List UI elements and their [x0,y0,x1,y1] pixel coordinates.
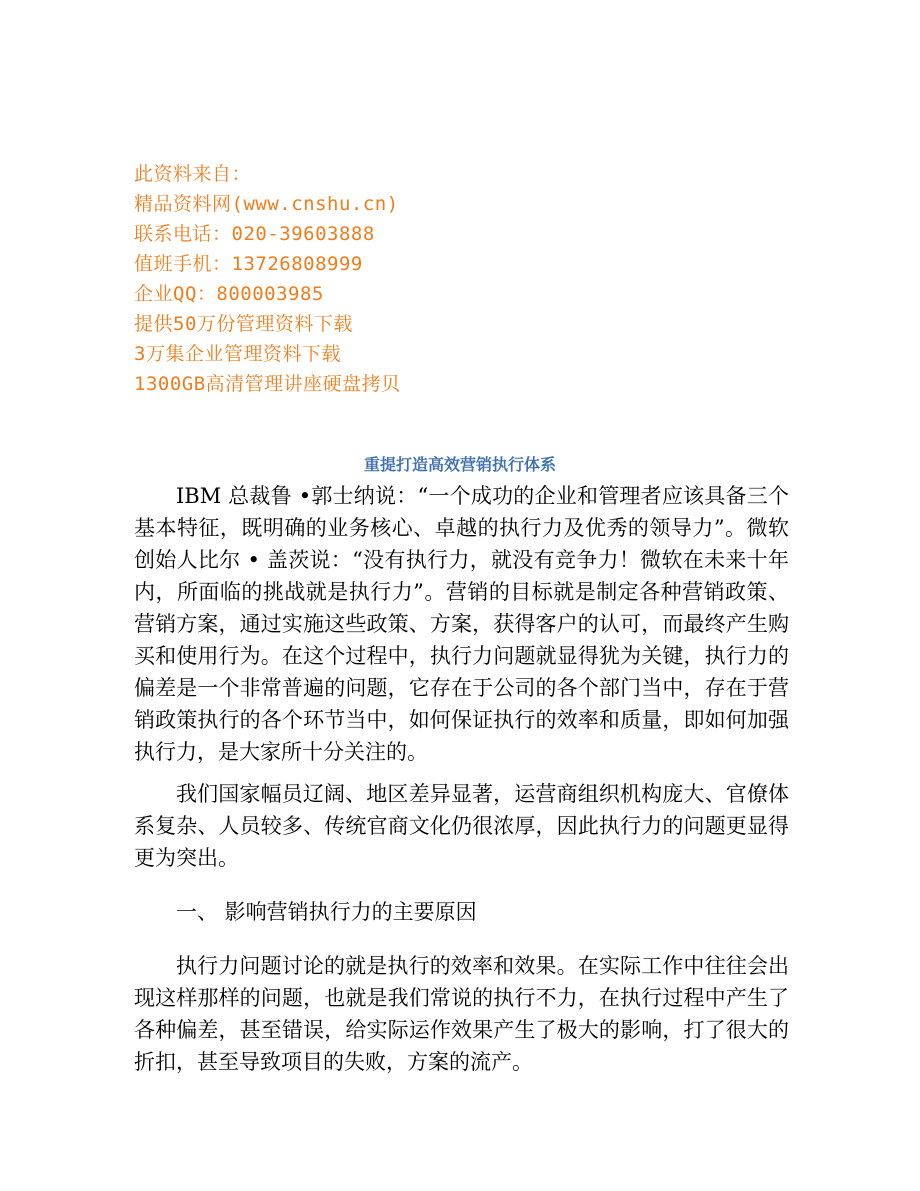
promo-block [134,159,554,399]
promo-offer-2: 3万集企业管理资料下载 [134,343,341,365]
promo-source-label: 此资料来自： [134,163,252,185]
article-paragraph: 我们国家幅员辽阔、地区差异显著，运营商组织机构庞大、官僚体系复杂、人员较多、传统官商文化仍很浓厚，因此执行力的问题更显得更为突出。 [134,782,789,870]
promo-offer-3: 1300GB高清管理讲座硬盘拷贝 [134,373,401,395]
promo-phone: 联系电话：020-39603888 [134,223,375,245]
promo-qq: 企业QQ：800003985 [134,283,324,305]
section-paragraph: 执行力问题讨论的就是执行的效率和效果。在实际工作中往往会出现这样那样的问题，也就是我们常说的执行不力，在执行过程中产生了各种偏差，甚至错误，给实际运作效果产生了极大的影响，打了很大的折扣，甚至导致项目的失败，方案的流产。 [134,954,789,1074]
promo-mobile: 值班手机：13726808999 [134,253,363,275]
article-paragraph: IBM 总裁鲁 •郭士纳说：“一个成功的企业和管理者应该具备三个基本特征，既明确的业务核心、卓越的执行力及优秀的领导力”。微软创始人比尔 • 盖茨说：“没有执行力，就没有竞争力！微软在未来十年内，所面临的挑战就是执行力”。营销的目标就是制定各种营销政策、营销方案，通过实施这些政策、方案，获得客户的认可，而最终产生购买和使用行为。在这个过程中，执行力问题就显得犹为关键，执行力的偏差是一个非常普遍的问题，它存在于公司的各个部门当中，存在于营销政策执行的各个环节当中，如何保证执行的效率和质量，即如何加强执行力，是大家所十分关注的。 [134,484,789,764]
section-heading: 一、 影响营销执行力的主要原因 [176,900,477,924]
article-title: 重提打造高效营销执行体系 [363,455,556,474]
promo-offer-1: 提供50万份管理资料下载 [134,313,353,335]
promo-website: 精品资料网(www.cnshu.cn) [134,193,399,215]
article-body [134,480,789,1078]
